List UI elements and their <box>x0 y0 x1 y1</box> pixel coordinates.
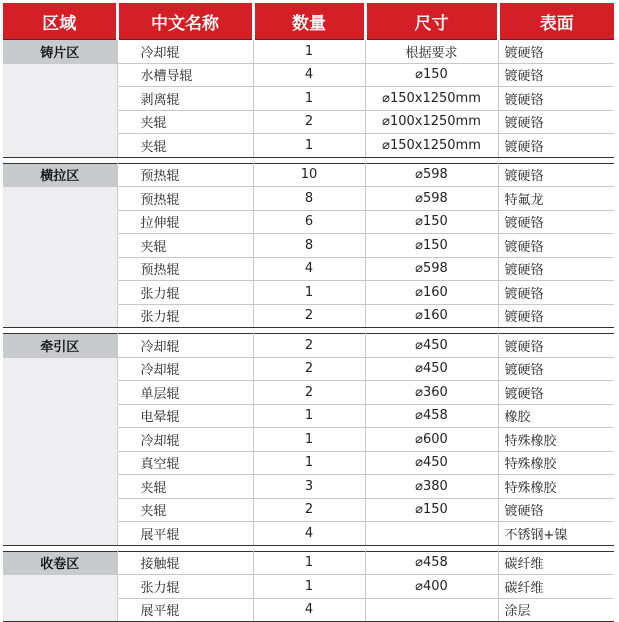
size-cell: ⌀598 <box>365 257 498 281</box>
surface-cell: 特殊橡胶 <box>498 428 614 452</box>
roller-name-cell: 夹辊 <box>117 498 253 522</box>
surface-cell: 镀硬铬 <box>498 381 614 405</box>
header-zone: 区域 <box>3 3 117 40</box>
size-cell: ⌀450 <box>365 357 498 381</box>
quantity-cell: 1 <box>253 428 365 452</box>
roller-spec-table <box>3 3 614 622</box>
size-cell: ⌀360 <box>365 381 498 405</box>
table-row <box>3 334 614 358</box>
size-cell: ⌀458 <box>365 404 498 428</box>
table-row <box>3 63 614 87</box>
quantity-cell: 4 <box>253 598 365 622</box>
quantity-cell: 2 <box>253 110 365 134</box>
zone-fill-cell <box>3 357 117 381</box>
quantity-cell: 2 <box>253 498 365 522</box>
quantity-cell: 1 <box>253 451 365 475</box>
surface-cell: 镀硬铬 <box>498 281 614 305</box>
roller-name-cell: 夹辊 <box>117 110 253 134</box>
zone-fill-cell <box>3 522 117 546</box>
quantity-cell: 1 <box>253 404 365 428</box>
size-cell: ⌀450 <box>365 451 498 475</box>
zone-label: 收卷区 <box>3 551 117 575</box>
size-cell: ⌀598 <box>365 163 498 187</box>
surface-cell: 碳纤维 <box>498 575 614 599</box>
roller-name-cell: 展平辊 <box>117 522 253 546</box>
table-row <box>3 381 614 405</box>
zone-label: 横拉区 <box>3 163 117 187</box>
roller-name-cell: 冷却辊 <box>117 334 253 358</box>
surface-cell: 特殊橡胶 <box>498 451 614 475</box>
zone-label: 铸片区 <box>3 40 117 64</box>
roller-name-cell: 夹辊 <box>117 234 253 258</box>
surface-cell: 镀硬铬 <box>498 234 614 258</box>
size-cell: ⌀450 <box>365 334 498 358</box>
size-cell: ⌀150 <box>365 498 498 522</box>
quantity-cell: 1 <box>253 551 365 575</box>
size-cell: ⌀150x1250mm <box>365 87 498 111</box>
table-body <box>3 40 614 622</box>
quantity-cell: 2 <box>253 381 365 405</box>
surface-cell: 镀硬铬 <box>498 304 614 328</box>
surface-cell: 镀硬铬 <box>498 210 614 234</box>
zone-fill-cell <box>3 498 117 522</box>
size-cell: ⌀600 <box>365 428 498 452</box>
table-row <box>3 134 614 158</box>
surface-cell: 特殊橡胶 <box>498 475 614 499</box>
table-header <box>3 3 614 40</box>
table-row <box>3 404 614 428</box>
roller-name-cell: 真空辊 <box>117 451 253 475</box>
table-row <box>3 522 614 546</box>
table-row <box>3 451 614 475</box>
roller-name-cell: 夹辊 <box>117 475 253 499</box>
table-row <box>3 428 614 452</box>
zone-fill-cell <box>3 257 117 281</box>
quantity-cell: 1 <box>253 281 365 305</box>
table-row <box>3 598 614 622</box>
zone-fill-cell <box>3 110 117 134</box>
zone-fill-cell <box>3 404 117 428</box>
roller-name-cell: 预热辊 <box>117 257 253 281</box>
quantity-cell: 6 <box>253 210 365 234</box>
roller-name-cell: 接触辊 <box>117 551 253 575</box>
roller-name-cell: 预热辊 <box>117 163 253 187</box>
size-cell: ⌀150 <box>365 210 498 234</box>
zone-fill-cell <box>3 210 117 234</box>
zone-fill-cell <box>3 187 117 211</box>
roller-name-cell: 电晕辊 <box>117 404 253 428</box>
roller-name-cell: 冷却辊 <box>117 40 253 64</box>
surface-cell: 特氟龙 <box>498 187 614 211</box>
quantity-cell: 1 <box>253 575 365 599</box>
table-row <box>3 257 614 281</box>
surface-cell: 镀硬铬 <box>498 40 614 64</box>
table-row <box>3 87 614 111</box>
header-surface: 表面 <box>498 3 614 40</box>
table-row <box>3 304 614 328</box>
table-row <box>3 281 614 305</box>
roller-name-cell: 冷却辊 <box>117 357 253 381</box>
table-row <box>3 551 614 575</box>
surface-cell: 镀硬铬 <box>498 498 614 522</box>
table-row <box>3 234 614 258</box>
quantity-cell: 4 <box>253 257 365 281</box>
surface-cell: 镀硬铬 <box>498 110 614 134</box>
size-cell <box>365 522 498 546</box>
table-row <box>3 475 614 499</box>
roller-name-cell: 剥离辊 <box>117 87 253 111</box>
roller-name-cell: 张力辊 <box>117 304 253 328</box>
header-name: 中文名称 <box>117 3 253 40</box>
size-cell: ⌀150 <box>365 63 498 87</box>
surface-cell: 镀硬铬 <box>498 257 614 281</box>
quantity-cell: 2 <box>253 304 365 328</box>
quantity-cell: 1 <box>253 134 365 158</box>
roller-name-cell: 冷却辊 <box>117 428 253 452</box>
surface-cell: 碳纤维 <box>498 551 614 575</box>
surface-cell: 不锈钢+镍 <box>498 522 614 546</box>
surface-cell: 镀硬铬 <box>498 163 614 187</box>
size-cell: ⌀100x1250mm <box>365 110 498 134</box>
header-row <box>3 3 614 40</box>
roller-name-cell: 水槽导辊 <box>117 63 253 87</box>
quantity-cell: 1 <box>253 40 365 64</box>
roller-name-cell: 展平辊 <box>117 598 253 622</box>
size-cell: ⌀160 <box>365 281 498 305</box>
zone-fill-cell <box>3 381 117 405</box>
size-cell: ⌀150x1250mm <box>365 134 498 158</box>
roller-name-cell: 预热辊 <box>117 187 253 211</box>
roller-name-cell: 张力辊 <box>117 281 253 305</box>
zone-fill-cell <box>3 87 117 111</box>
table-row <box>3 357 614 381</box>
quantity-cell: 4 <box>253 63 365 87</box>
zone-fill-cell <box>3 234 117 258</box>
size-cell <box>365 598 498 622</box>
table-row <box>3 210 614 234</box>
header-quantity: 数量 <box>253 3 365 40</box>
quantity-cell: 1 <box>253 87 365 111</box>
header-size: 尺寸 <box>365 3 498 40</box>
quantity-cell: 2 <box>253 357 365 381</box>
quantity-cell: 4 <box>253 522 365 546</box>
table-row <box>3 575 614 599</box>
roller-name-cell: 拉伸辊 <box>117 210 253 234</box>
surface-cell: 镀硬铬 <box>498 357 614 381</box>
size-cell: ⌀160 <box>365 304 498 328</box>
zone-fill-cell <box>3 598 117 622</box>
size-cell: ⌀150 <box>365 234 498 258</box>
quantity-cell: 8 <box>253 234 365 258</box>
roller-name-cell: 夹辊 <box>117 134 253 158</box>
roller-name-cell: 张力辊 <box>117 575 253 599</box>
zone-fill-cell <box>3 428 117 452</box>
surface-cell: 镀硬铬 <box>498 334 614 358</box>
zone-fill-cell <box>3 304 117 328</box>
zone-fill-cell <box>3 475 117 499</box>
size-cell: ⌀380 <box>365 475 498 499</box>
surface-cell: 镀硬铬 <box>498 87 614 111</box>
zone-fill-cell <box>3 134 117 158</box>
table-row <box>3 40 614 64</box>
size-cell: ⌀458 <box>365 551 498 575</box>
size-cell: ⌀598 <box>365 187 498 211</box>
quantity-cell: 10 <box>253 163 365 187</box>
table-row <box>3 498 614 522</box>
surface-cell: 涂层 <box>498 598 614 622</box>
quantity-cell: 3 <box>253 475 365 499</box>
quantity-cell: 2 <box>253 334 365 358</box>
surface-cell: 镀硬铬 <box>498 134 614 158</box>
zone-fill-cell <box>3 63 117 87</box>
table-row <box>3 163 614 187</box>
table-row <box>3 187 614 211</box>
size-cell: ⌀400 <box>365 575 498 599</box>
roller-name-cell: 单层辊 <box>117 381 253 405</box>
surface-cell: 镀硬铬 <box>498 63 614 87</box>
surface-cell: 橡胶 <box>498 404 614 428</box>
table-row <box>3 110 614 134</box>
size-cell: 根据要求 <box>365 40 498 64</box>
zone-fill-cell <box>3 451 117 475</box>
quantity-cell: 8 <box>253 187 365 211</box>
zone-fill-cell <box>3 575 117 599</box>
zone-fill-cell <box>3 281 117 305</box>
zone-label: 牵引区 <box>3 334 117 358</box>
